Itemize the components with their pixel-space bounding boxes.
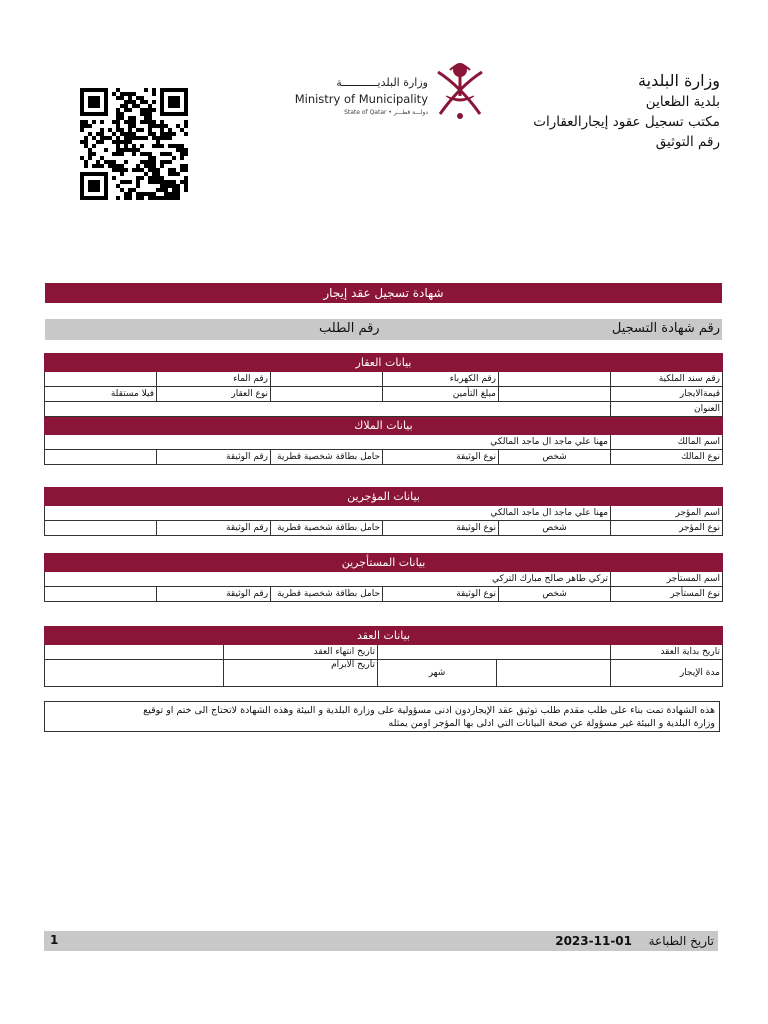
office-name: مكتب تسجيل عقود إيجارالعقارات xyxy=(533,114,720,130)
end-date-value xyxy=(45,645,224,660)
property-type-label: نوع العقار xyxy=(157,387,271,402)
insurance-amount-value xyxy=(271,387,383,402)
attestation-number-label: رقم التوثيق xyxy=(655,134,720,150)
lessor-type-label: نوع المؤجر xyxy=(611,521,723,536)
print-date-label: تاريخ الطباعة xyxy=(648,934,714,948)
water-number-label: رقم الماء xyxy=(157,372,271,387)
rent-value-label: قيمةالايجار xyxy=(611,387,723,402)
tenants-section-title: بيانات المستأجرين xyxy=(45,554,723,572)
address-label: العنوان xyxy=(611,402,723,417)
owner-type-value: شخص xyxy=(499,450,611,465)
logo-title-arabic: وزارة البلديـــــــــــة xyxy=(336,76,428,89)
owner-doc-number-label: رقم الوثيقة xyxy=(157,450,271,465)
footer-bar xyxy=(44,931,718,951)
duration-label: مدة الإيجار xyxy=(611,660,723,687)
owners-section-title: بيانات الملاك xyxy=(45,417,723,435)
tenant-type-value: شخص xyxy=(499,587,611,602)
lessor-name-label: اسم المؤجر xyxy=(611,506,723,521)
disclaimer-line-2: وزارة البلدية و البيئة غير مسؤولة عن صحة البيانات التي ادلى بها المؤجر اومن يمثله xyxy=(388,718,715,729)
owner-doc-type-value: حامل بطاقة شخصية قطرية xyxy=(271,450,383,465)
contract-table xyxy=(44,626,723,687)
certificate-title: شهادة تسجيل عقد إيجار xyxy=(45,283,722,303)
start-date-value xyxy=(378,645,611,660)
owner-doc-type-label: نوع الوثيقة xyxy=(383,450,499,465)
ministry-name: وزارة البلدية xyxy=(638,71,720,90)
lessor-doc-type-label: نوع الوثيقة xyxy=(383,521,499,536)
lessor-doc-type-value: حامل بطاقة شخصية قطرية xyxy=(271,521,383,536)
owner-type-label: نوع المالك xyxy=(611,450,723,465)
tenants-table xyxy=(44,553,723,602)
electricity-number-label: رقم الكهرباء xyxy=(383,372,499,387)
property-owners-table xyxy=(44,353,723,465)
owner-name-label: اسم المالك xyxy=(611,435,723,450)
logo-subtitle: State of Qatar • دولـــة قطـــر xyxy=(344,109,428,116)
request-number-label: رقم الطلب xyxy=(319,321,380,336)
print-date-value: 2023-11-01 xyxy=(555,934,632,948)
disclaimer-box xyxy=(44,701,720,732)
certificate-number-bar xyxy=(45,319,722,340)
ministry-logo xyxy=(294,56,490,122)
tenant-doc-type-label: نوع الوثيقة xyxy=(383,587,499,602)
start-date-label: تاريخ بداية العقد xyxy=(611,645,723,660)
contract-section-title: بيانات العقد xyxy=(45,627,723,645)
tenant-type-label: نوع المستأجر xyxy=(611,587,723,602)
conclusion-date-label: تاريخ الابرام xyxy=(224,660,378,687)
insurance-amount-label: مبلغ التأمين xyxy=(383,387,499,402)
qr-code xyxy=(80,88,188,200)
deed-number-value xyxy=(499,372,611,387)
issuer-block xyxy=(480,70,720,152)
lessor-type-value: شخص xyxy=(499,521,611,536)
qr-code-icon xyxy=(80,88,188,200)
logo-title-english: Ministry of Municipality xyxy=(294,92,428,106)
tenant-name-label: اسم المستأجر xyxy=(611,572,723,587)
certificate-number-label: رقم شهادة التسجيل xyxy=(611,321,720,336)
lessors-section-title: بيانات المؤجرين xyxy=(45,488,723,506)
water-number-value xyxy=(45,372,157,387)
rent-value-value xyxy=(499,387,611,402)
end-date-label: تاريخ انتهاء العقد xyxy=(224,645,378,660)
tenant-doc-type-value: حامل بطاقة شخصية قطرية xyxy=(271,587,383,602)
tenant-doc-number-label: رقم الوثيقة xyxy=(157,587,271,602)
tenant-name-value: تركي طاهر صالح مبارك التركي xyxy=(45,572,611,587)
owner-name-value: مهنا علي ماجد ال ماجد المالكي xyxy=(45,435,611,450)
lessor-doc-number-value xyxy=(45,521,157,536)
duration-value xyxy=(497,660,611,687)
lessors-table xyxy=(44,487,723,536)
conclusion-date-value xyxy=(45,660,224,687)
lessor-name-value: مهنا علي ماجد ال ماجد المالكي xyxy=(45,506,611,521)
lessor-doc-number-label: رقم الوثيقة xyxy=(157,521,271,536)
electricity-number-value xyxy=(271,372,383,387)
property-section-title: بيانات العقار xyxy=(45,354,723,372)
disclaimer-line-1: هذه الشهادة تمت بناء على طلب مقدم طلب توثيق عقد الإيجاردون ادنى مسؤولية على وزارة البلدية و البيئة وهذه الشهادة لاتحتاج الى ختم او توقيع xyxy=(143,705,715,716)
owner-doc-number-value xyxy=(45,450,157,465)
deed-number-label: رقم سند الملكية xyxy=(611,372,723,387)
municipality-name: بلدية الظعاين xyxy=(645,94,720,110)
tenant-doc-number-value xyxy=(45,587,157,602)
address-value xyxy=(45,402,611,417)
duration-unit: شهر xyxy=(378,660,497,687)
property-type-value: فيلا مستقلة xyxy=(45,387,157,402)
page-number: 1 xyxy=(50,933,59,947)
